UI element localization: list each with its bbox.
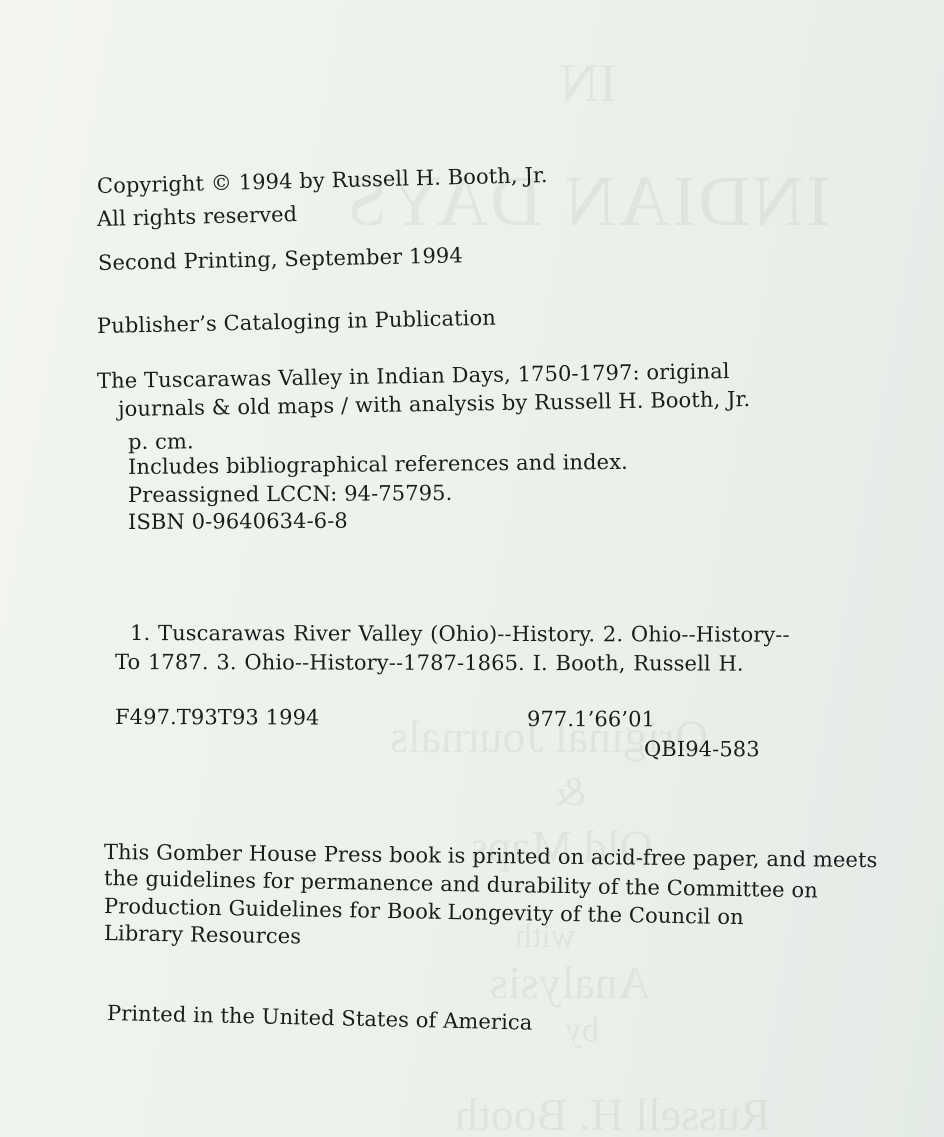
bleed-through-ampersand [555,768,586,815]
bleed-through-by [565,1012,599,1050]
cip-isbn: ISBN 0-9640634-6-8 [127,508,348,534]
subjects-line-2: To 1787. 3. Ohio--History--1787-1865. I. Booth, Russell H. [114,650,744,676]
qbi-number: QBI94-583 [643,737,760,762]
copyright-line: Copyright © 1994 by Russell H. Booth, Jr. [96,162,548,198]
paper-notice-line-2: the guidelines for permanence and durability of the Committee on [103,866,819,903]
bleed-through-analysis [490,956,651,1009]
subjects-line-1: 1. Tuscarawas River Valley (Ohio)--History. 2. Ohio--History-- [129,621,790,647]
cip-heading: Publisher’s Cataloging in Publication [96,305,497,338]
paper-notice-line-4: Library Resources [103,921,302,949]
printed-in-notice: Printed in the United States of America [106,1001,533,1035]
paper-notice-line-1: This Gomber House Press book is printed on acid-free paper, and meets [103,840,878,873]
cip-lccn: Preassigned LCCN: 94-75795. [127,481,453,507]
lc-classification: F497.T93T93 1994 [114,705,320,730]
bleed-through-in [560,52,617,114]
cip-title-line-2: journals & old maps / with analysis by Russell H. Booth, Jr. [117,387,751,421]
cip-pcm: p. cm. [127,429,194,454]
printing-edition: Second Printing, September 1994 [97,243,464,275]
dewey-classification: 977.1’66’01 [526,707,656,732]
cip-title-line-1: The Tuscarawas Valley in Indian Days, 1750-1797: original [96,359,730,393]
cip-bibliography: Includes bibliographical references and index. [127,449,628,479]
paper-notice-line-3: Production Guidelines for Book Longevity of the Council on [103,894,744,930]
rights-reserved: All rights reserved [96,202,298,231]
bleed-through-author [455,1088,771,1137]
